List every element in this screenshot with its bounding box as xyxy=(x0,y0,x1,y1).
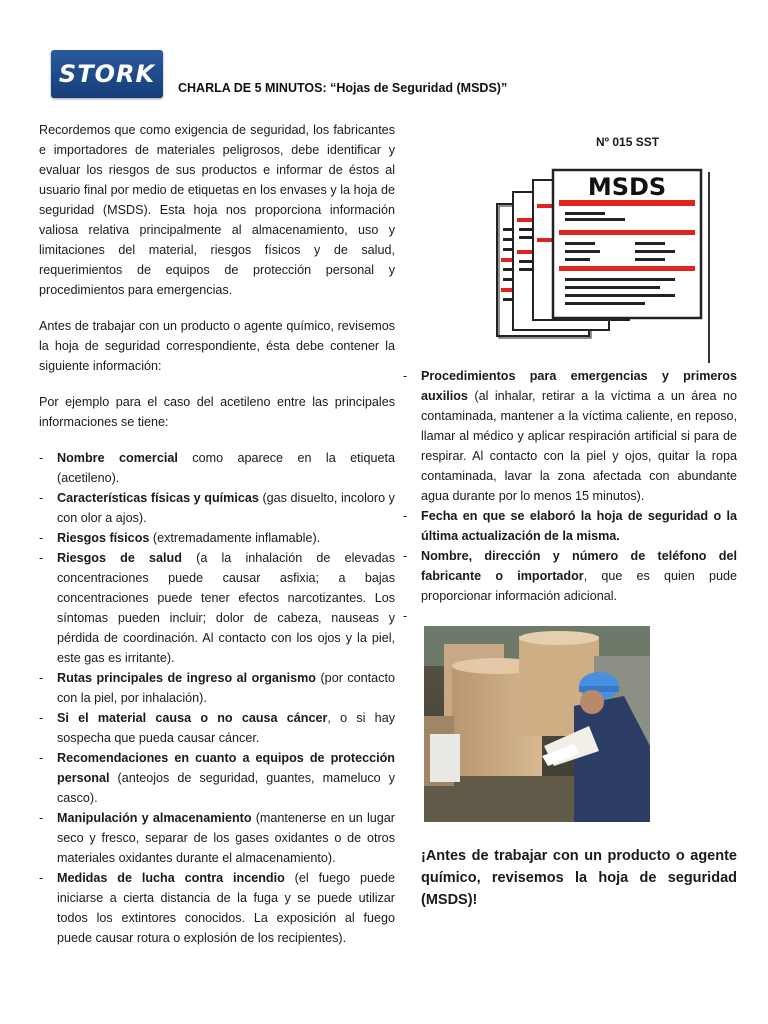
list-item xyxy=(39,528,395,548)
list-item-heading: Riesgos físicos xyxy=(57,531,150,545)
msds-label: MSDS xyxy=(587,173,667,201)
list-item xyxy=(39,488,395,528)
list-item xyxy=(39,448,395,488)
instruction-paragraph: Antes de trabajar con un producto o agente químico, revisemos la hoja de seguridad correspondiente, ésta debe contener la siguiente información: xyxy=(39,319,395,373)
list-item xyxy=(403,506,737,546)
list-item-detail: (gas disuelto, incoloro y con olor a ajos). xyxy=(57,491,395,525)
list-item-heading: Nombre comercial xyxy=(57,451,178,465)
list-item-heading: Recomendaciones en cuanto a equipos de protección personal xyxy=(57,751,395,785)
list-item-heading: Fecha en que se elaboró la hoja de seguridad o la última actualización de la misma. xyxy=(421,509,737,543)
list-item xyxy=(39,748,395,808)
list-item xyxy=(39,808,395,868)
list-item-heading: Procedimientos para emergencias y primeros auxilios xyxy=(421,369,737,403)
list-item-detail: (mantenerse en un lugar seco y fresco, separar de los gases oxidantes o de otros materiales oxidantes durante el almacenamiento). xyxy=(57,811,395,865)
list-item-heading: Características físicas y químicas xyxy=(57,491,259,505)
list-item-detail: (extremadamente inflamable). xyxy=(149,531,321,545)
intro-paragraph: Recordemos que como exigencia de seguridad, los fabricantes e importadores de materiales peligrosos, debe identificar y evaluar los riesgos de sus productos e informar de éstos al usuario final por medio de etiquetas en los envases y la hoja de seguridad (MSDS). Esta hoja nos proporciona información valiosa relativa principalmente al almacenamiento, uso y limitaciones del material, riesgos físicos y de salud, requerimientos de equipos de protección personal y procedimientos para emergencias. xyxy=(39,123,395,297)
list-item-detail: (a la inhalación de elevadas concentraciones puede causar asfixia; a bajas concentraciones puede tener efectos narcotizantes. Los síntomas pueden incluir; dolor de cabeza, nauseas y pérdida de coordinación. Al contacto con los ojos y la piel, este gas es irritante). xyxy=(57,551,395,665)
list-item xyxy=(39,668,395,708)
page-title: CHARLA DE 5 MINUTOS: “Hojas de Seguridad (MSDS)” xyxy=(178,81,508,95)
msds-sheets-icon xyxy=(495,168,715,363)
list-item-detail: (por contacto con la piel, por inhalación). xyxy=(57,671,395,705)
right-column xyxy=(403,366,737,606)
list-item-heading: Rutas principales de ingreso al organismo xyxy=(57,671,316,685)
example-paragraph: Por ejemplo para el caso del acetileno entre las principales informaciones se tiene: xyxy=(39,395,395,429)
list-item xyxy=(39,548,395,668)
empty-list-marker: - xyxy=(403,609,408,623)
list-item xyxy=(403,546,737,606)
left-column xyxy=(39,120,395,948)
list-item xyxy=(39,708,395,748)
list-item-detail: (el fuego puede iniciarse a cierta distancia de la fuga y se puede utilizar todos los extintores conocidos. La exposición al fuego puede causar rotura o explosión de los recipientes). xyxy=(57,871,395,945)
list-item xyxy=(403,366,737,506)
logo-text: STORK xyxy=(58,60,156,88)
list-item-heading: Manipulación y almacenamiento xyxy=(57,811,252,825)
list-item-detail: como aparece en la etiqueta (acetileno). xyxy=(57,451,395,485)
list-item-heading: Medidas de lucha contra incendio xyxy=(57,871,285,885)
worker-photo xyxy=(424,626,650,822)
document-number: Nº 015 SST xyxy=(596,135,660,149)
list-item-heading: Riesgos de salud xyxy=(57,551,182,565)
info-list xyxy=(39,448,395,948)
list-item-detail: , o si hay sospecha que pueda causar cáncer. xyxy=(57,711,395,745)
info-list-continued xyxy=(403,366,737,606)
list-item-detail: (al inhalar, retirar a la víctima a un área no contaminada, mantener a la víctima caliente, en reposo, llamar al médico y aplicar respiración artificial si para de respirar. Al contacto con la piel y ojos, quitar la ropa contaminada, lavar la zona afectada con abundante agua durante por lo menos 15 minutos). xyxy=(421,389,737,503)
list-item xyxy=(39,868,395,948)
list-item-detail: , que es quien pude proporcionar información adicional. xyxy=(421,569,737,603)
closing-message: ¡Antes de trabajar con un producto o agente químico, revisemos la hoja de seguridad (MSDS)! xyxy=(421,848,737,908)
list-item-heading: Nombre, dirección y número de teléfono del fabricante o importador xyxy=(421,549,737,583)
stork-logo xyxy=(51,50,163,98)
worker-reading-label-image xyxy=(424,626,650,822)
list-item-heading: Si el material causa o no causa cáncer xyxy=(57,711,328,725)
msds-illustration xyxy=(495,168,715,363)
list-item-detail: (anteojos de seguridad, guantes, mameluco y casco). xyxy=(57,771,395,805)
